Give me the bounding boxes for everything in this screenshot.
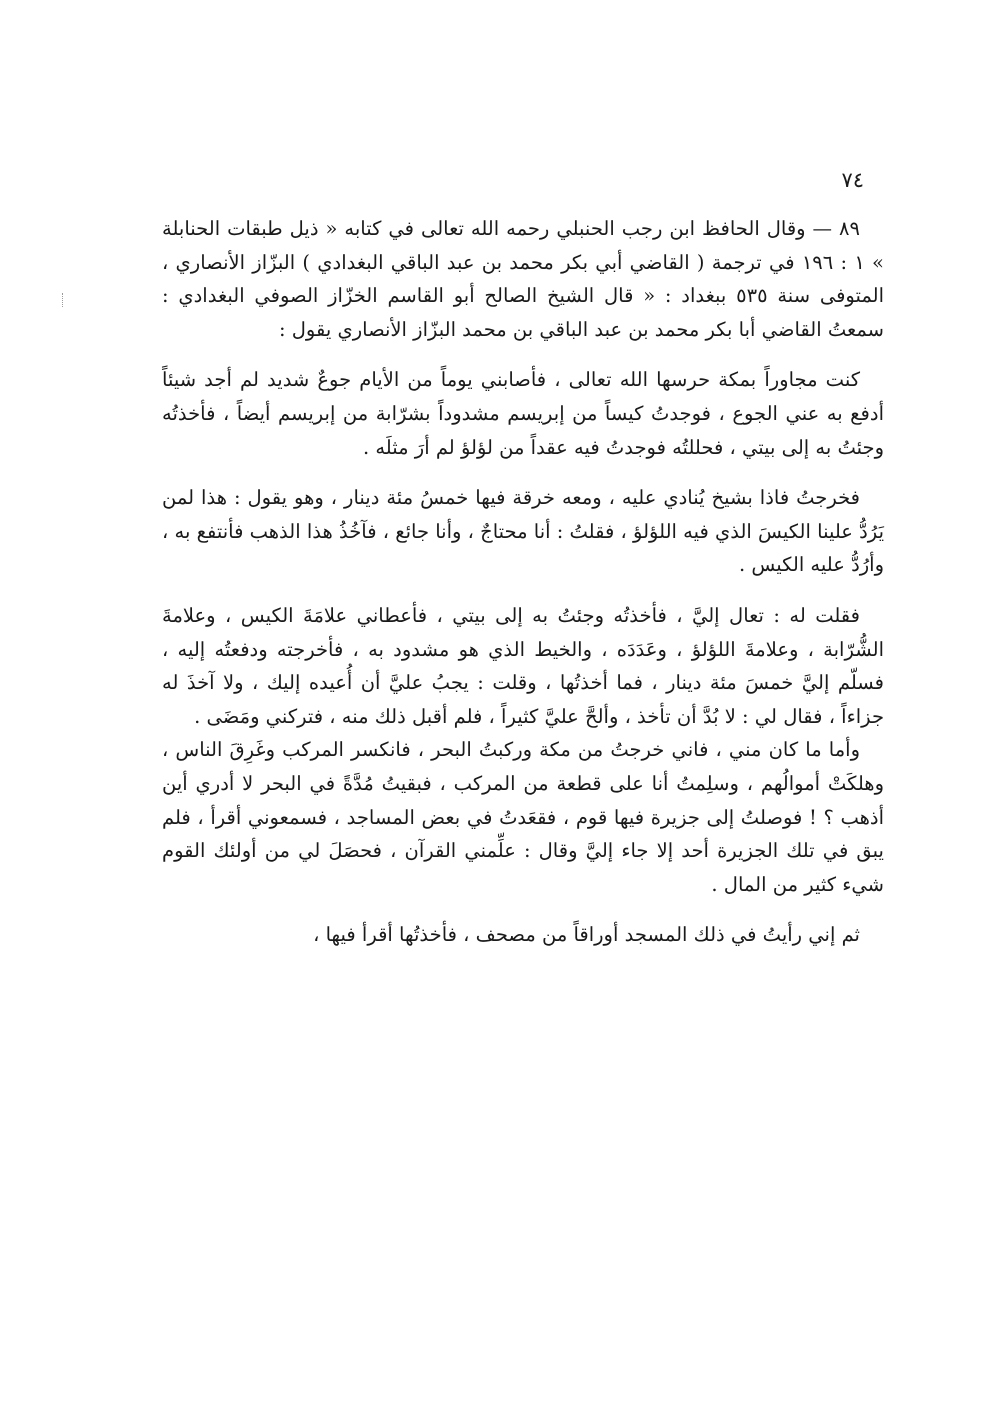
paragraph-2: كنت مجاوراً بمكة حرسها الله تعالى ، فأصابني يوماً من الأيام جوعٌ شديد لم أجد شيئاً أدفع به عني الجوع ، فوجدتُ كيساً من إبريسم مشدوداً بشرّابة من إبريسم أيضاً ، فأخذتُه وجئتُ به إلى بيتي ، فحللتُه فوجدتُ فيه عقداً من لؤلؤ لم أرَ مثلَه .	[162, 368, 884, 459]
paragraph-5: وأما ما كان مني ، فاني خرجتُ من مكة وركبتُ البحر ، فانكسر المركب وغَرِقَ الناس ، وهلكَتْ أموالُهم ، وسلِمتُ أنا على قطعة من المركب ، فبقيتُ مُدَّةً في البحر لا أدري أين أذهب ؟ ! فوصلتُ إلى جزيرة فيها قوم ، فقعَدتُ في بعض المساجد ، فسمعوني أقرأ ، فلم يبق في تلك الجزيرة أحد إلا جاء إليَّ وقال : علِّمني القرآن ، فحصَلَ لي من أولئك القوم شيء كثير من المال .	[162, 738, 884, 896]
paragraph-6: ثم إني رأيتُ في ذلك المسجد أوراقاً من مصحف ، فأخذتُها أقرأ فيها ،	[313, 923, 860, 947]
page-number: ٧٤	[841, 168, 864, 192]
paragraph-3: فخرجتُ فاذا بشيخ يُنادي عليه ، ومعه خرقة فيها خمسُ مئة دينار ، وهو يقول : هذا لمن يَرُدُّ علينا الكيسَ الذي فيه اللؤلؤ ، فقلتُ : أنا محتاجٌ ، وأنا جائع ، فآخُذُ هذا الذهب فأنتفع به ، وأرُدُّ عليه الكيس .	[162, 486, 884, 577]
body-text	[162, 212, 884, 952]
paragraph-4: فقلت له : تعال إليَّ ، فأخذتُه وجئتُ به إلى بيتي ، فأعطاني علامَةَ الكيس ، وعلامةَ الشُّرّابة ، وعلامةَ اللؤلؤ ، وعَدَدَه ، والخيط الذي هو مشدود به ، فأخرجته ودفعتُه إليه ، فسلّم إليَّ خمسَ مئة دينار ، فما أخذتُها ، وقلت : يجبُ عليَّ أن أُعيده إليك ، ولا آخذَ له جزاءاً ، فقال لي : لا بُدَّ أن تأخذ ، وألحَّ عليَّ كثيراً ، فلم أقبل ذلك منه ، فتركني ومَضَى .	[162, 603, 884, 728]
paragraph-intro: ٨٩ — وقال الحافظ ابن رجب الحنبلي رحمه الله تعالى في كتابه « ذيل طبقات الحنابلة » ١ : ١٩٦ في ترجمة ( القاضي أبي بكر محمد بن عبد الباقي البغدادي ) البزّاز الأنصاري ، المتوفى سنة ٥٣٥ ببغداد : « قال الشيخ الصالح أبو القاسم الخزّاز الصوفي البغدادي : سمعتُ القاضي أبا بكر محمد بن عبد الباقي بن محمد البزّاز الأنصاري يقول :	[162, 217, 884, 341]
margin-mark	[62, 293, 66, 307]
